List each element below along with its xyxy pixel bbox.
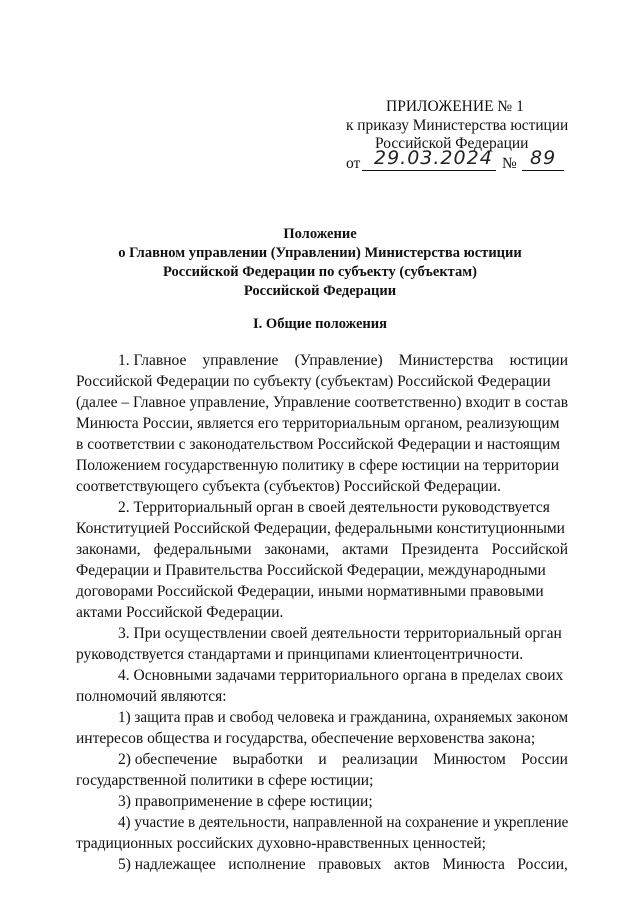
word: управление — [202, 352, 279, 369]
word: России — [521, 751, 568, 768]
number-underline — [522, 170, 564, 171]
document-title: Положение — [283, 226, 357, 242]
item-4-line-1: 4) участие в деятельности, направленной на сохранение и укрепление — [118, 814, 569, 831]
paragraph-1-line-2: Российской Федерации по субъекту (субъектам) Российской Федерации — [76, 373, 551, 390]
word: федеральными — [153, 541, 252, 558]
paragraph-2-line-2: Конституцией Российской Федерации, федеральными конституционными — [76, 520, 565, 537]
item-3: 3) правоприменение в сфере юстиции; — [118, 793, 373, 810]
order-reference: к приказу Министерства юстиции — [346, 117, 569, 134]
paragraph-3-line-1: 3. При осуществлении своей деятельности территориальный орган — [118, 625, 562, 642]
paragraph-2-line-6: актами Российской Федерации. — [76, 604, 284, 621]
paragraph-1-line-1 — [118, 352, 568, 370]
handwritten-number: 89 — [530, 147, 557, 169]
paragraph-1-line-3: (далее – Главное управление, Управление соответственно) входит в состав — [76, 394, 569, 411]
word: России, — [517, 856, 568, 873]
date-underline — [362, 170, 496, 171]
item-1-line-2: интересов общества и государства, обеспечение верховенства закона; — [76, 730, 536, 747]
item-2-line-2: государственной политики в сфере юстиции; — [76, 772, 374, 789]
word: законами, — [76, 541, 141, 558]
word: Минюстом — [433, 751, 506, 768]
word: правовых — [318, 856, 382, 873]
word: Минюста — [442, 856, 505, 873]
handwritten-date: 29.03.2024 — [374, 147, 493, 169]
document-title-line-4: Российской Федерации — [243, 283, 397, 299]
item-1-line-1: 1) защита прав и свобод человека и гражданина, охраняемых законом — [118, 709, 569, 726]
document-title-line-3: Российской Федерации по субъекту (субъектам) — [163, 264, 477, 280]
section-heading: I. Общие положения — [253, 316, 387, 332]
word: выработки — [232, 751, 304, 768]
word: и — [318, 751, 327, 768]
word: исполнение — [228, 856, 306, 873]
paragraph-4-line-2: полномочий являются: — [76, 688, 227, 705]
paragraph-1-line-6: Положением государственную политику в сфере юстиции на территории — [76, 457, 560, 474]
word: Российской — [491, 541, 568, 558]
paragraph-1-line-7: соответствующего субъекта (субъектов) Российской Федерации. — [76, 478, 501, 495]
number-sign: № — [502, 155, 517, 172]
document-title-line-2: о Главном управлении (Управлении) Министерства юстиции — [118, 245, 522, 261]
word: Президента — [401, 541, 479, 558]
word: актами — [342, 541, 389, 558]
federation-line: Российской Федерации — [375, 135, 529, 152]
appendix-title: ПРИЛОЖЕНИЕ № 1 — [386, 98, 524, 115]
word: 2) обеспечение — [118, 751, 218, 768]
paragraph-2-line-5: договорами Российской Федерации, иными нормативными правовыми — [76, 583, 544, 600]
word: юстиции — [509, 352, 568, 369]
item-4-line-2: традиционных российских духовно-нравственных ценностей; — [76, 835, 486, 852]
word: реализации — [342, 751, 418, 768]
paragraph-2-line-3 — [76, 541, 568, 559]
paragraph-1-line-5: в соответствии с законодательством Российской Федерации и настоящим — [76, 436, 561, 453]
word: актов — [393, 856, 430, 873]
word: 5) надлежащее — [118, 856, 216, 873]
paragraph-3-line-2: руководствуется стандартами и принципами клиентоцентричности. — [76, 646, 524, 663]
date-prefix: от — [346, 155, 361, 172]
paragraph-2-line-4: Федерации и Правительства Российской Федерации, международными — [76, 562, 546, 579]
item-2-line-1 — [118, 751, 568, 769]
word: 1. Главное — [118, 352, 187, 369]
paragraph-1-line-4: Минюста России, является его территориальным органом, реализующим — [76, 415, 560, 432]
word: (Управление) — [294, 352, 383, 369]
word: Министерства — [398, 352, 494, 369]
paragraph-4-line-1: 4. Основными задачами территориального органа в пределах своих — [118, 667, 564, 684]
paragraph-2-line-1: 2. Территориальный орган в своей деятельности руководствуется — [118, 499, 550, 516]
word: законами, — [264, 541, 330, 558]
item-5-line-1 — [118, 856, 568, 874]
